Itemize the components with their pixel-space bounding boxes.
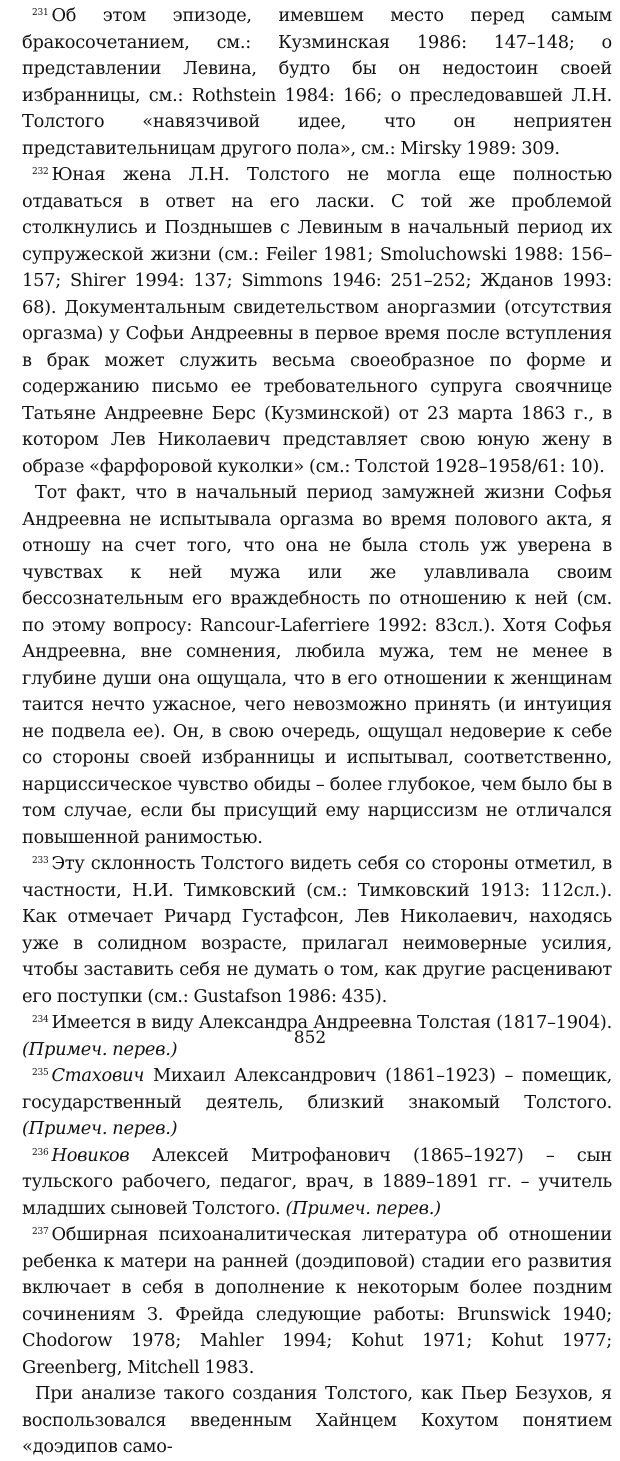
paragraph-2: При анализе такого создания Толстого, как Пьер Безухов, я воспользовался введенным Хайнцем Кохутом понятием «доэдипов само- (22, 1383, 612, 1457)
footnote-number: 232 (32, 167, 49, 177)
footnote-236 (22, 1143, 612, 1223)
footnote-235 (22, 1063, 612, 1143)
paragraph-1: Тот факт, что в начальный период замужней жизни Софья Андреевна не испытывала оргазма во время полового акта, я отношу на счет того, что она не была столь уж уверена в чувствах к ней мужа или же улавливала своим бессознательным его враждебность по отношению к ней (см. по этому вопросу: Rancour-Laferriere 1992: 83сл.). Хотя Софья Андреевна, вне сомнения, любила мужа, тем не менее в глубине души она ощущала, что в его отношении к женщинам таится нечто ужасное, чего невозможно принять (и интуиция не подвела ее). Он, в свою очередь, ощущал недоверие к себе со стороны своей избранницы и испытывал, соответственно, нарциссическое чувство обиды – более глубокое, чем было бы в том случае, если бы присущий ему нарциссизм не отличался повышенной ранимостью. (22, 482, 612, 848)
footnote-237 (22, 1222, 612, 1381)
footnote-231 (22, 3, 612, 162)
page-body (22, 3, 612, 1461)
footnote-text: Об этом эпизоде, имевшем место перед самым бракосочетанием, см.: Кузминская 1986: 147–148; о представлении Левина, будто бы он недостоин своей избранницы, см.: Rothstein 1984: 166; о преследовавшей Л.Н. Толстого «навязчивой идее, что он неприятен представительницам другого пола», см.: Mirsky 1989: 309. (22, 5, 612, 159)
footnote-person-name: Стахович (51, 1065, 145, 1086)
page-number: 852 (293, 1028, 327, 1048)
footnote-number: 235 (32, 1068, 49, 1078)
footnote-person-name: Новиков (51, 1144, 130, 1166)
footnote-text: Алексей Митрофанович (1865–1927) – сын тульского рабочего, педагог, врач, в 1889–1891 гг. – учитель младших сыновей Толстого. (22, 1144, 612, 1219)
footnote-number: 234 (32, 1015, 49, 1025)
footnote-text: Михаил Александрович (1861–1923) – помещик, государственный деятель, близкий знакомый Толстого. (22, 1065, 612, 1113)
footnote-text: Обширная психоаналитическая литература об отношении ребенка к матери на ранней (доэдиповой) стадии его развития включает в себя в дополнение к некоторым более поздним сочинениям З. Фрейда следующие работы: Brunswick 1940; Chodorow 1978; Mahler 1994; Kohut 1971; Kohut 1977; Greenberg, Mitchell 1983. (22, 1224, 612, 1378)
footnote-232 (22, 162, 612, 480)
translator-note: (Примеч. перев.) (285, 1197, 441, 1219)
footnote-233 (22, 851, 612, 1010)
footnote-number: 231 (32, 8, 49, 18)
translator-note: (Примеч. перев.) (22, 1038, 178, 1060)
footnote-text: Имеется в виду Александра Андреевна Толстая (1817–1904). (51, 1012, 612, 1033)
footnote-text: Юная жена Л.Н. Толстого не могла еще полностью отдаваться в ответ на его ласки. С той же проблемой столкнулись и Позднышев с Левиным в начальный период их супружеской жизни (см.: Feiler 1981; Smoluchowski 1988: 156–157; Shirer 1994: 137; Simmons 1946: 251–252; Жданов 1993: 68). Документальным свидетельством аноргазмии (отсутствия оргазма) у Софьи Андреевны в первое время после вступления в брак может служить весьма своеобразное по форме и содержанию письмо ее требовательного супруга своячнице Татьяне Андреевне Берс (Кузминской) от 23 марта 1863 г., в котором Лев Николаевич представляет свою юную жену в образе «фарфоровой куколки» (см.: Толстой 1928–1958/61: 10). (22, 164, 612, 477)
footnote-number: 233 (32, 856, 49, 866)
footnote-number: 237 (32, 1227, 49, 1237)
translator-note: (Примеч. перев.) (22, 1118, 178, 1139)
footnote-text: Эту склонность Толстого видеть себя со стороны отметил, в частности, Н.И. Тимковский (см.: Тимковский 1913: 112сл.). Как отмечает Ричард Густафсон, Лев Николаевич, находясь уже в солидном возрасте, прилагал неимоверные усилия, чтобы заставить себя не думать о том, как другие расценивают его поступки (см.: Gustafson 1986: 435). (22, 853, 612, 1007)
footnote-number: 236 (32, 1147, 49, 1158)
